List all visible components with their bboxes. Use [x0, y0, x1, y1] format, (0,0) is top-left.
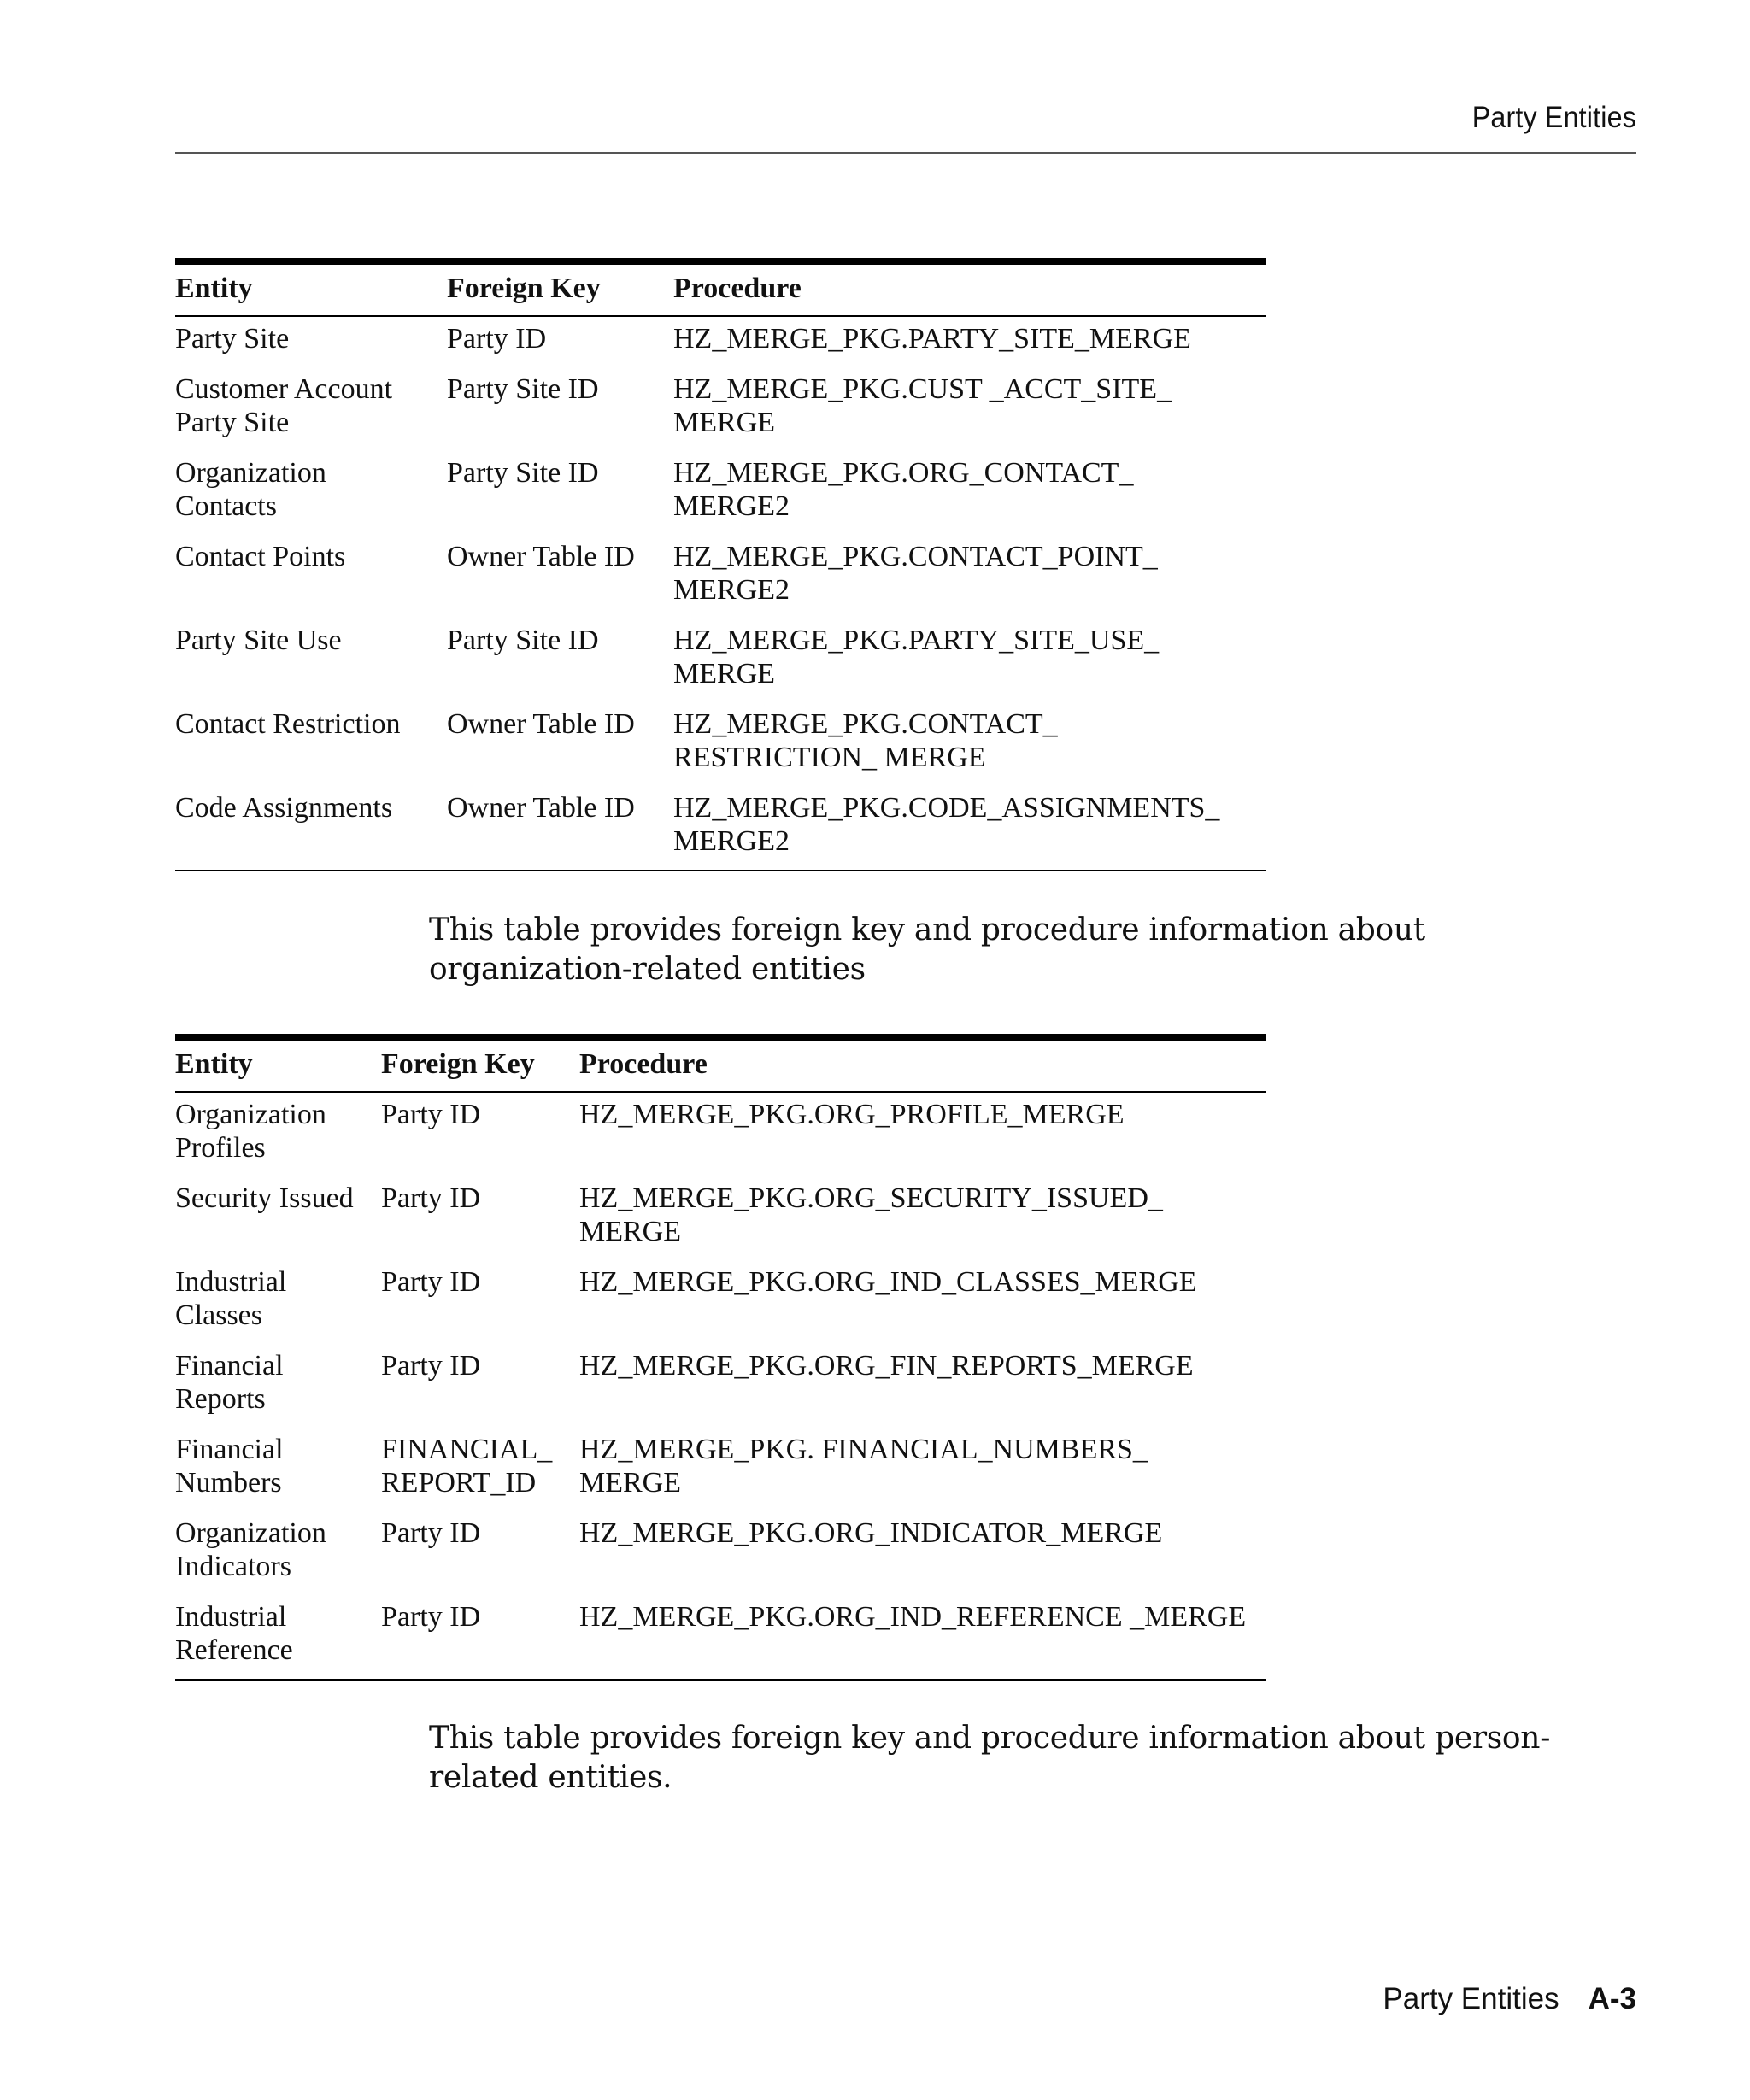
procedure-cell: HZ_MERGE_PKG.ORG_SECURITY_ISSUED_ MERGE — [579, 1182, 1163, 1247]
foreign-key-cell: Party ID — [447, 323, 547, 355]
foreign-key-cell: Party Site ID — [447, 625, 599, 656]
organization-entities-table — [175, 1034, 1266, 1681]
table-row — [175, 1424, 1266, 1508]
procedure-cell: HZ_MERGE_PKG.ORG_PROFILE_MERGE — [579, 1099, 1125, 1130]
entity-cell: Security Issued — [175, 1182, 354, 1214]
running-header-title: Party Entities — [1471, 101, 1636, 134]
foreign-key-cell: Party ID — [381, 1350, 481, 1381]
entity-cell: Financial Reports — [175, 1350, 284, 1415]
column-header-procedure: Procedure — [579, 1037, 1266, 1092]
procedure-cell: HZ_MERGE_PKG.ORG_CONTACT_ MERGE2 — [673, 457, 1134, 522]
table-row — [175, 1092, 1266, 1173]
table-row — [175, 316, 1266, 364]
table-header-row — [175, 261, 1266, 316]
table-row — [175, 1340, 1266, 1424]
procedure-cell: HZ_MERGE_PKG.ORG_INDICATOR_MERGE — [579, 1517, 1163, 1549]
foreign-key-cell: Party ID — [381, 1592, 579, 1680]
entity-cell: Contact Points — [175, 541, 346, 572]
table-row — [175, 1592, 1266, 1680]
column-header-foreign-key: Foreign Key — [381, 1037, 579, 1092]
procedure-cell: HZ_MERGE_PKG.PARTY_SITE_MERGE — [673, 323, 1191, 355]
table-row — [175, 531, 1266, 615]
entity-cell: Organization Indicators — [175, 1517, 326, 1582]
entity-cell: Organization Contacts — [175, 457, 326, 522]
table-row — [175, 783, 1266, 871]
procedure-cell: HZ_MERGE_PKG.PARTY_SITE_USE_ MERGE — [673, 625, 1160, 689]
procedure-cell: HZ_MERGE_PKG.ORG_IND_CLASSES_MERGE — [579, 1266, 1197, 1298]
table-row — [175, 1508, 1266, 1592]
procedure-cell: HZ_MERGE_PKG.CUST _ACCT_SITE_ MERGE — [673, 373, 1172, 438]
procedure-cell: HZ_MERGE_PKG.CODE_ASSIGNMENTS_ MERGE2 — [673, 783, 1266, 871]
column-header-foreign-key: Foreign Key — [447, 261, 673, 316]
table-row — [175, 1173, 1266, 1257]
column-header-entity: Entity — [175, 1037, 381, 1092]
foreign-key-cell: Party ID — [381, 1266, 481, 1298]
table-row — [175, 615, 1266, 699]
entity-cell: Party Site — [175, 323, 290, 355]
entity-cell: Code Assignments — [175, 783, 447, 871]
entity-cell: Organization Profiles — [175, 1099, 326, 1164]
foreign-key-cell: Owner Table ID — [447, 783, 673, 871]
foreign-key-cell: Party Site ID — [447, 373, 599, 405]
entity-cell: Industrial Reference — [175, 1592, 381, 1680]
foreign-key-cell: Party ID — [381, 1182, 481, 1214]
procedure-cell: HZ_MERGE_PKG.ORG_FIN_REPORTS_MERGE — [579, 1350, 1194, 1381]
party-site-entities-table — [175, 258, 1266, 871]
entity-cell: Customer Account Party Site — [175, 373, 393, 438]
table-caption-organization: This table provides foreign key and procedure information about organization-related entities — [429, 912, 1425, 987]
foreign-key-cell: Owner Table ID — [447, 541, 635, 572]
table-row — [175, 364, 1266, 448]
column-header-procedure: Procedure — [673, 261, 1266, 316]
entity-cell: Contact Restriction — [175, 708, 401, 740]
table-row — [175, 448, 1266, 531]
header-divider — [175, 152, 1636, 154]
foreign-key-cell: Party ID — [381, 1517, 481, 1549]
procedure-cell: HZ_MERGE_PKG.CONTACT_POINT_ MERGE2 — [673, 541, 1158, 606]
footer-section-title: Party Entities — [1383, 1982, 1559, 2015]
procedure-cell: HZ_MERGE_PKG.ORG_IND_REFERENCE _MERGE — [579, 1592, 1266, 1680]
foreign-key-cell: Party Site ID — [447, 457, 599, 489]
procedure-cell: HZ_MERGE_PKG. FINANCIAL_NUMBERS_ MERGE — [579, 1434, 1148, 1499]
table-header-row — [175, 1037, 1266, 1092]
foreign-key-cell: Party ID — [381, 1099, 481, 1130]
page-footer — [1383, 1982, 1636, 2016]
procedure-cell: HZ_MERGE_PKG.CONTACT_ RESTRICTION_ MERGE — [673, 708, 1058, 773]
foreign-key-cell: FINANCIAL_ REPORT_ID — [381, 1434, 553, 1499]
table-row — [175, 1257, 1266, 1340]
table-caption-person: This table provides foreign key and procedure information about person-related entities. — [429, 1721, 1551, 1795]
page-number: A-3 — [1588, 1982, 1636, 2015]
column-header-entity: Entity — [175, 261, 447, 316]
entity-cell: Party Site Use — [175, 625, 342, 656]
entity-cell: Industrial Classes — [175, 1266, 287, 1331]
table-row — [175, 699, 1266, 783]
entity-cell: Financial Numbers — [175, 1434, 284, 1499]
foreign-key-cell: Owner Table ID — [447, 708, 635, 740]
